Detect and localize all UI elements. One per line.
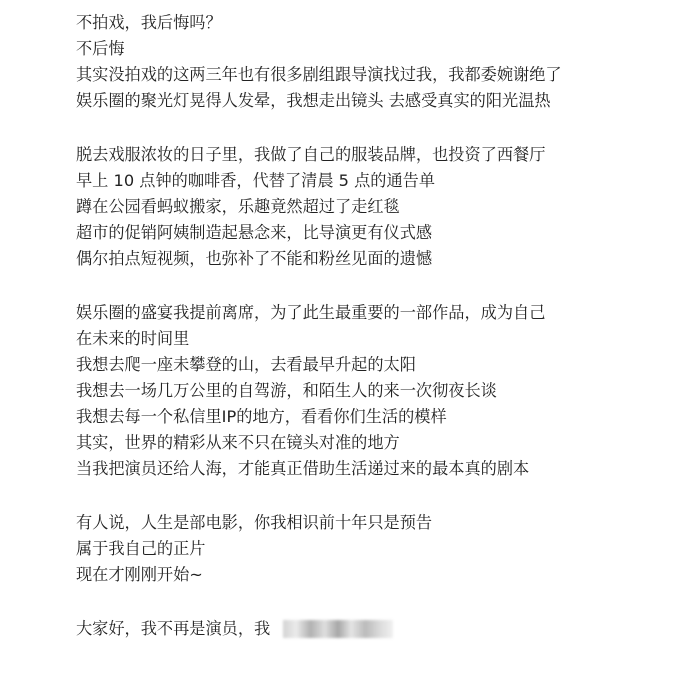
paragraph-1 <box>76 10 676 114</box>
final-line-text: 大家好，我不再是演员，我 <box>76 619 271 638</box>
text-line: 早上 10 点钟的咖啡香，代替了清晨 5 点的通告单 <box>76 171 436 190</box>
text-line: 我想去爬一座未攀登的山，去看最早升起的太阳 <box>76 355 416 374</box>
text-line: 蹲在公园看蚂蚁搬家，乐趣竟然超过了走红毯 <box>76 197 400 216</box>
text-line: 其实没拍戏的这两三年也有很多剧组跟导演找过我，我都委婉谢绝了 <box>76 65 562 84</box>
text-line: 现在才刚刚开始~ <box>76 565 203 584</box>
text-line: 其实，世界的精彩从来不只在镜头对准的地方 <box>76 433 400 452</box>
final-line <box>76 616 270 642</box>
text-line: 娱乐圈的聚光灯晃得人发晕，我想走出镜头 去感受真实的阳光温热 <box>76 91 551 110</box>
text-line: 不后悔 <box>76 39 125 58</box>
text-line: 当我把演员还给人海，才能真正借助生活递过来的最本真的剧本 <box>76 459 530 478</box>
text-line: 有人说，人生是部电影，你我相识前十年只是预告 <box>76 513 433 532</box>
text-line: 在未来的时间里 <box>76 329 190 348</box>
text-line: 偶尔拍点短视频，也弥补了不能和粉丝见面的遗憾 <box>76 249 433 268</box>
post-body <box>76 10 676 642</box>
text-line: 不拍戏，我后悔吗？ <box>76 13 222 32</box>
text-line: 娱乐圈的盛宴我提前离席，为了此生最重要的一部作品，成为自己 <box>76 303 546 322</box>
paragraph-3 <box>76 300 676 482</box>
text-line: 我想去一场几万公里的自驾游，和陌生人的来一次彻夜长谈 <box>76 381 497 400</box>
text-line: 脱去戏服浓妆的日子里，我做了自己的服装品牌，也投资了西餐厅 <box>76 145 546 164</box>
paragraph-4 <box>76 510 676 588</box>
text-line: 超市的促销阿姨制造起悬念来，比导演更有仪式感 <box>76 223 433 242</box>
blurred-text-mask <box>283 620 393 638</box>
paragraph-2 <box>76 142 676 272</box>
text-line: 属于我自己的正片 <box>76 539 206 558</box>
text-line: 我想去每一个私信里IP的地方，看看你们生活的模样 <box>76 407 447 426</box>
